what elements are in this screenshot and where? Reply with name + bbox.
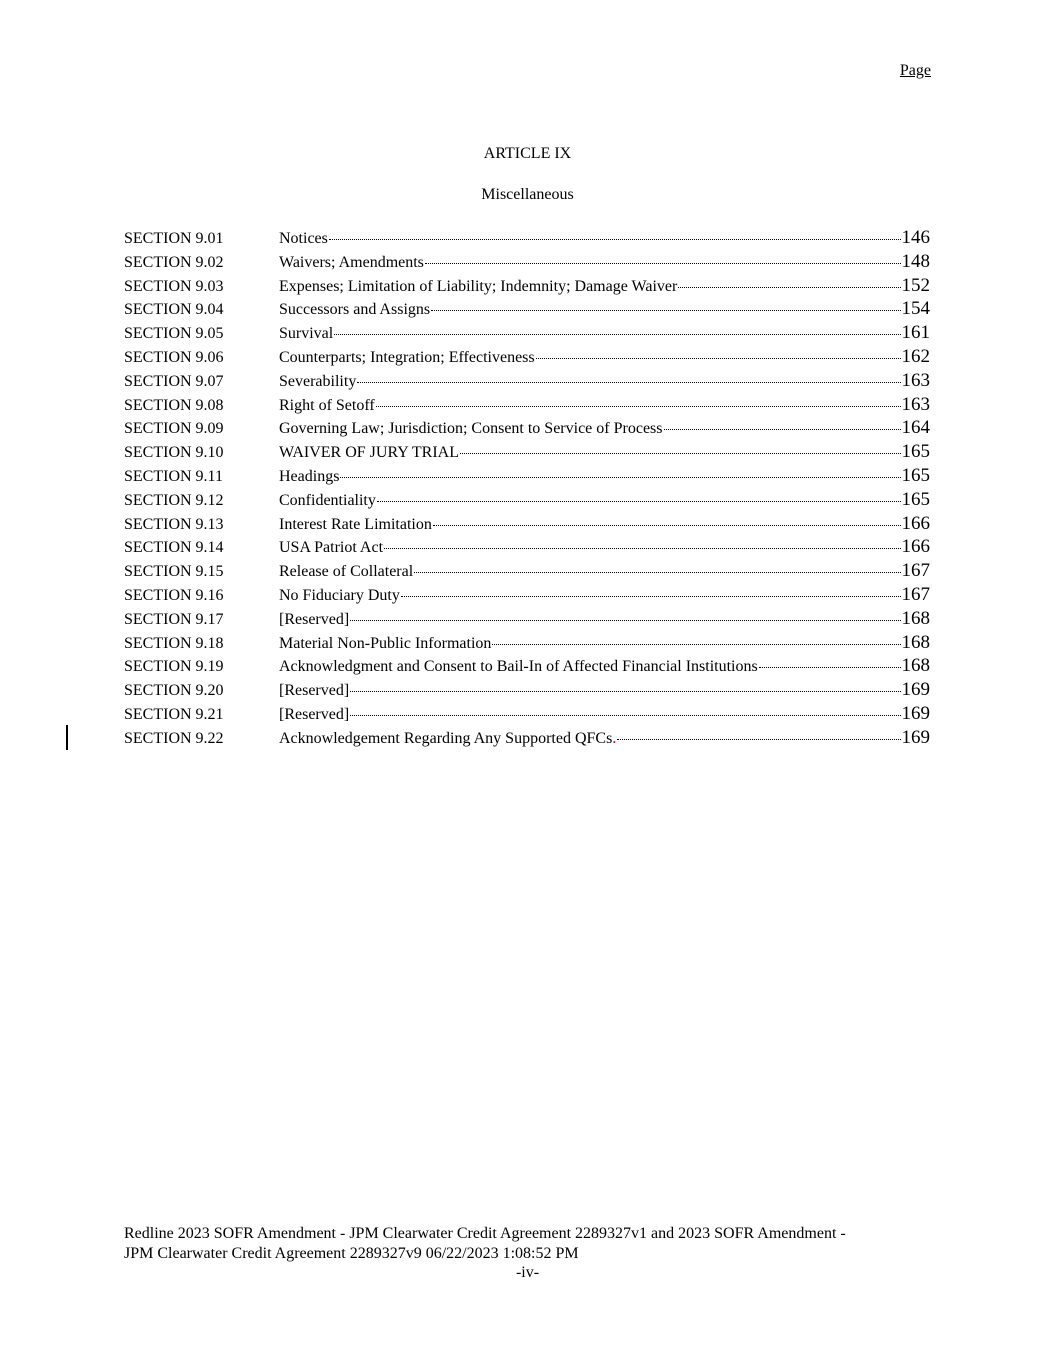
toc-entry[interactable] [124,536,930,560]
toc-page-number: 163 [901,369,930,391]
toc-dot-leader [492,644,900,645]
toc-entry[interactable] [124,560,930,584]
article-title: ARTICLE IX [483,145,572,162]
toc-section-title [279,468,339,486]
toc-section-number: SECTION 9.14 [124,539,224,557]
toc-section-number: SECTION 9.05 [124,325,224,343]
toc-section-title-text: Expenses; Limitation of Liability; Indemnity; Damage Waiver [279,277,678,295]
toc-dot-leader [350,715,900,716]
toc-dot-leader [759,667,901,668]
toc-section-number: SECTION 9.12 [124,491,224,509]
toc-page-number: 154 [901,298,930,320]
toc-section-title-text: Waivers; Amendments [279,253,424,271]
toc-section-title-text: Counterparts; Integration; Effectiveness [279,348,535,366]
toc-entry[interactable] [124,679,930,703]
toc-section-title-text: [Reserved] [279,682,350,700]
toc-entry[interactable] [124,655,930,679]
toc-section-title-text: USA Patriot Act [279,539,384,557]
toc-section-title [279,682,349,700]
toc-section-title [279,730,616,748]
toc-page-number: 169 [901,702,930,724]
toc-section-title [279,635,491,653]
toc-section-title [279,278,677,296]
toc-page-number: 165 [901,488,930,510]
toc-section-title [279,349,535,367]
toc-section-number: SECTION 9.10 [124,444,224,462]
toc-dot-leader [357,382,900,383]
toc-section-title [279,397,375,415]
toc-section-number: SECTION 9.08 [124,396,224,414]
toc-section-title-text: Confidentiality [279,491,376,509]
toc-entry[interactable] [124,227,930,251]
toc-section-title [279,301,430,319]
toc-entry[interactable] [124,632,930,656]
toc-section-title [279,230,328,248]
toc-section-number: SECTION 9.22 [124,729,224,747]
toc-dot-leader [377,501,901,502]
toc-dot-leader [425,263,901,264]
toc-entry[interactable] [124,275,930,299]
toc-section-title-text: [Reserved] [279,610,350,628]
toc-entry[interactable] [124,251,930,275]
toc-section-number: SECTION 9.07 [124,372,224,390]
toc-entry[interactable] [124,417,930,441]
toc-dot-leader [334,334,900,335]
toc-section-title-text: [Reserved] [279,705,350,723]
toc-section-title [279,516,432,534]
redline-deletion-mark: . [612,729,617,747]
toc-entry[interactable] [124,298,930,322]
toc-entry[interactable] [124,608,930,632]
toc-page-number: 166 [901,512,930,534]
toc-section-number: SECTION 9.04 [124,301,224,319]
toc-dot-leader [376,406,901,407]
toc-section-title-text: Governing Law; Jurisdiction; Consent to Service of Process [279,420,663,438]
toc-section-number: SECTION 9.09 [124,420,224,438]
revision-change-bar [66,725,68,750]
toc-dot-leader [536,358,901,359]
toc-dot-leader [350,620,900,621]
toc-section-title [279,563,413,581]
toc-entry[interactable] [124,394,930,418]
toc-section-title-text: Survival [279,325,334,343]
toc-section-title-text: Interest Rate Limitation [279,515,432,533]
toc-entry[interactable] [124,322,930,346]
toc-section-title [279,254,424,272]
toc-page-number: 169 [901,679,930,701]
toc-section-number: SECTION 9.13 [124,515,224,533]
toc-page-number: 165 [901,464,930,486]
toc-section-number: SECTION 9.17 [124,610,224,628]
footer-line-1: Redline 2023 SOFR Amendment - JPM Clearwater Credit Agreement 2289327v1 and 2023 SOFR Amendment - [124,1225,846,1242]
toc-entry[interactable] [124,489,930,513]
toc-page-number: 163 [901,393,930,415]
toc-section-title [279,444,459,462]
toc-section-title [279,373,356,391]
toc-section-number: SECTION 9.16 [124,586,224,604]
toc-section-title-text: Release of Collateral [279,563,414,581]
toc-page-number: 162 [901,345,930,367]
page-column-label: Page [899,62,931,79]
toc-entry[interactable] [124,727,930,751]
toc-entry[interactable] [124,465,930,489]
toc-section-number: SECTION 9.20 [124,682,224,700]
toc-section-number: SECTION 9.11 [124,467,223,485]
toc-dot-leader [340,477,900,478]
toc-section-number: SECTION 9.03 [124,277,224,295]
toc-entry[interactable] [124,513,930,537]
toc-section-number: SECTION 9.19 [124,658,224,676]
table-of-contents [124,227,930,751]
toc-page-number: 167 [901,560,930,582]
toc-section-title-text: Material Non-Public Information [279,634,492,652]
toc-page-number: 166 [901,536,930,558]
toc-page-number: 161 [901,322,930,344]
toc-dot-leader [664,429,901,430]
document-footer [124,1224,924,1264]
footer-line-2: JPM Clearwater Credit Agreement 2289327v9 06/22/2023 1:08:52 PM [124,1245,579,1262]
toc-section-title [279,587,400,605]
toc-section-title-text: Acknowledgment and Consent to Bail-In of Affected Financial Institutions [279,658,758,676]
toc-entry[interactable] [124,584,930,608]
toc-section-title [279,706,349,724]
toc-dot-leader [433,525,901,526]
toc-section-title-text: Severability [279,372,357,390]
toc-entry[interactable] [124,703,930,727]
toc-section-title [279,420,663,438]
toc-page-number: 169 [901,726,930,748]
toc-dot-leader [414,572,900,573]
toc-dot-leader [678,287,900,288]
toc-dot-leader [431,310,900,311]
toc-section-title [279,611,349,629]
toc-page-number: 146 [901,227,930,248]
toc-section-title-text: Successors and Assigns [279,301,431,319]
toc-section-title [279,539,383,557]
toc-section-number: SECTION 9.06 [124,348,224,366]
toc-dot-leader [401,596,901,597]
toc-section-title-text: Notices [279,230,328,247]
toc-section-title [279,325,333,343]
toc-dot-leader [329,239,901,240]
toc-section-number: SECTION 9.15 [124,563,224,581]
toc-section-title-text: Right of Setoff [279,396,375,414]
toc-section-number: SECTION 9.01 [124,230,224,247]
toc-page-number: 167 [901,583,930,605]
toc-section-title-text: WAIVER OF JURY TRIAL [279,444,460,462]
toc-page-number: 152 [901,274,930,296]
toc-page-number: 165 [901,441,930,463]
toc-dot-leader [617,739,900,740]
toc-section-title [279,658,758,676]
toc-entry[interactable] [124,346,930,370]
toc-section-number: SECTION 9.02 [124,253,224,271]
toc-page-number: 148 [901,250,930,272]
toc-section-title [279,492,376,510]
toc-dot-leader [384,548,900,549]
toc-entry[interactable] [124,441,930,465]
toc-dot-leader [460,453,900,454]
toc-entry[interactable] [124,370,930,394]
toc-section-title-text: Headings [279,467,340,485]
toc-page-number: 164 [901,417,930,439]
page-number: -iv- [515,1264,540,1281]
toc-section-number: SECTION 9.21 [124,705,224,723]
toc-section-number: SECTION 9.18 [124,634,224,652]
toc-page-number: 168 [901,655,930,677]
toc-page-number: 168 [901,607,930,629]
toc-section-title-text: No Fiduciary Duty [279,586,400,604]
toc-section-title-text: Acknowledgement Regarding Any Supported QFCs [279,729,613,747]
toc-page-number: 168 [901,631,930,653]
article-subtitle: Miscellaneous [481,186,574,203]
toc-dot-leader [350,691,900,692]
